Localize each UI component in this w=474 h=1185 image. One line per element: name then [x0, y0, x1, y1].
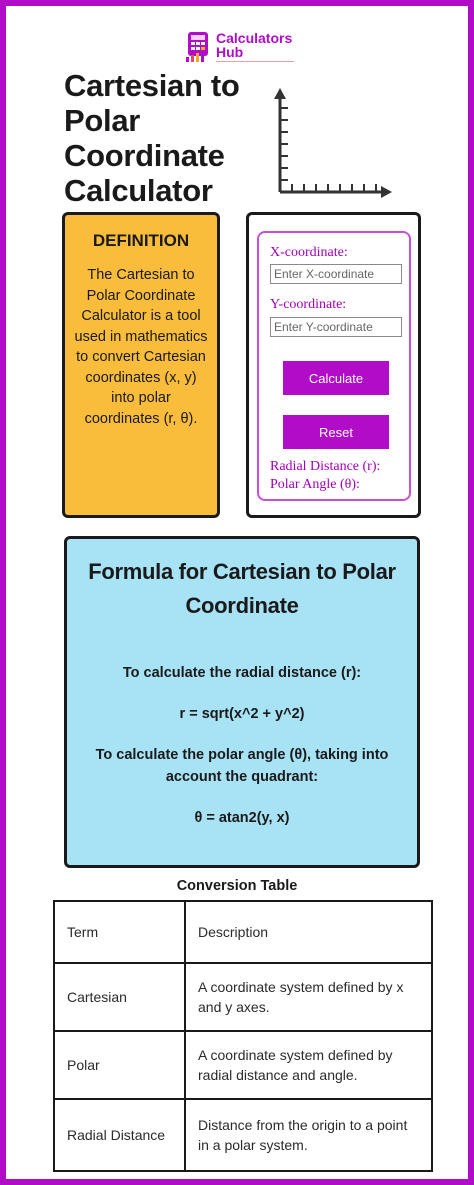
radial-distance-label: Radial Distance (r): [270, 459, 381, 474]
term-cell: Radial Distance [54, 1099, 185, 1171]
y-coordinate-input[interactable] [270, 317, 402, 337]
brand-name-line1: Calculators [216, 30, 293, 46]
description-cell: Distance from the origin to a point in a polar system. [185, 1099, 432, 1171]
x-coordinate-input[interactable] [270, 264, 402, 284]
angle-intro: To calculate the polar angle (θ), taking into account the quadrant: [95, 747, 389, 785]
term-cell: Polar [54, 1031, 185, 1099]
calculator-logo-icon [186, 32, 212, 62]
formula-card [64, 536, 420, 868]
description-cell: A coordinate system defined by x and y axes. [185, 963, 432, 1031]
reset-button[interactable]: Reset [283, 415, 389, 449]
term-header: Term [54, 901, 185, 963]
page-title: Cartesian to Polar Coordinate Calculator [64, 68, 240, 208]
calculate-button[interactable]: Calculate [283, 361, 389, 395]
y-coordinate-label: Y-coordinate: [270, 297, 347, 312]
conversion-table [53, 900, 433, 1172]
term-cell: Cartesian [54, 963, 185, 1031]
brand-underline [216, 61, 294, 62]
x-coordinate-label: X-coordinate: [270, 245, 348, 260]
table-header-row [54, 901, 432, 963]
definition-heading: DEFINITION [92, 231, 190, 250]
coordinate-axes-icon [266, 88, 396, 204]
angle-formula: θ = atan2(y, x) [194, 810, 290, 826]
radial-formula: r = sqrt(x^2 + y^2) [179, 706, 305, 722]
table-title: Conversion Table [176, 878, 298, 894]
brand-logo[interactable] [186, 30, 296, 66]
brand-name-line2: Hub [216, 44, 244, 60]
description-cell: A coordinate system defined by radial distance and angle. [185, 1031, 432, 1099]
table-row [54, 963, 432, 1031]
definition-card [62, 212, 220, 518]
definition-text: The Cartesian to Polar Coordinate Calculator is a tool used in mathematics to convert Cartesian coordinates (x, y) into polar coordinates (r, θ). [74, 267, 208, 427]
table-row [54, 1031, 432, 1099]
calculator-card [246, 212, 421, 518]
description-header: Description [185, 901, 432, 963]
formula-title: Formula for Cartesian to Polar Coordinate [88, 559, 396, 618]
table-row [54, 1099, 432, 1171]
radial-intro: To calculate the radial distance (r): [122, 665, 362, 681]
calculator-form [257, 231, 411, 501]
polar-angle-label: Polar Angle (θ): [270, 477, 360, 492]
